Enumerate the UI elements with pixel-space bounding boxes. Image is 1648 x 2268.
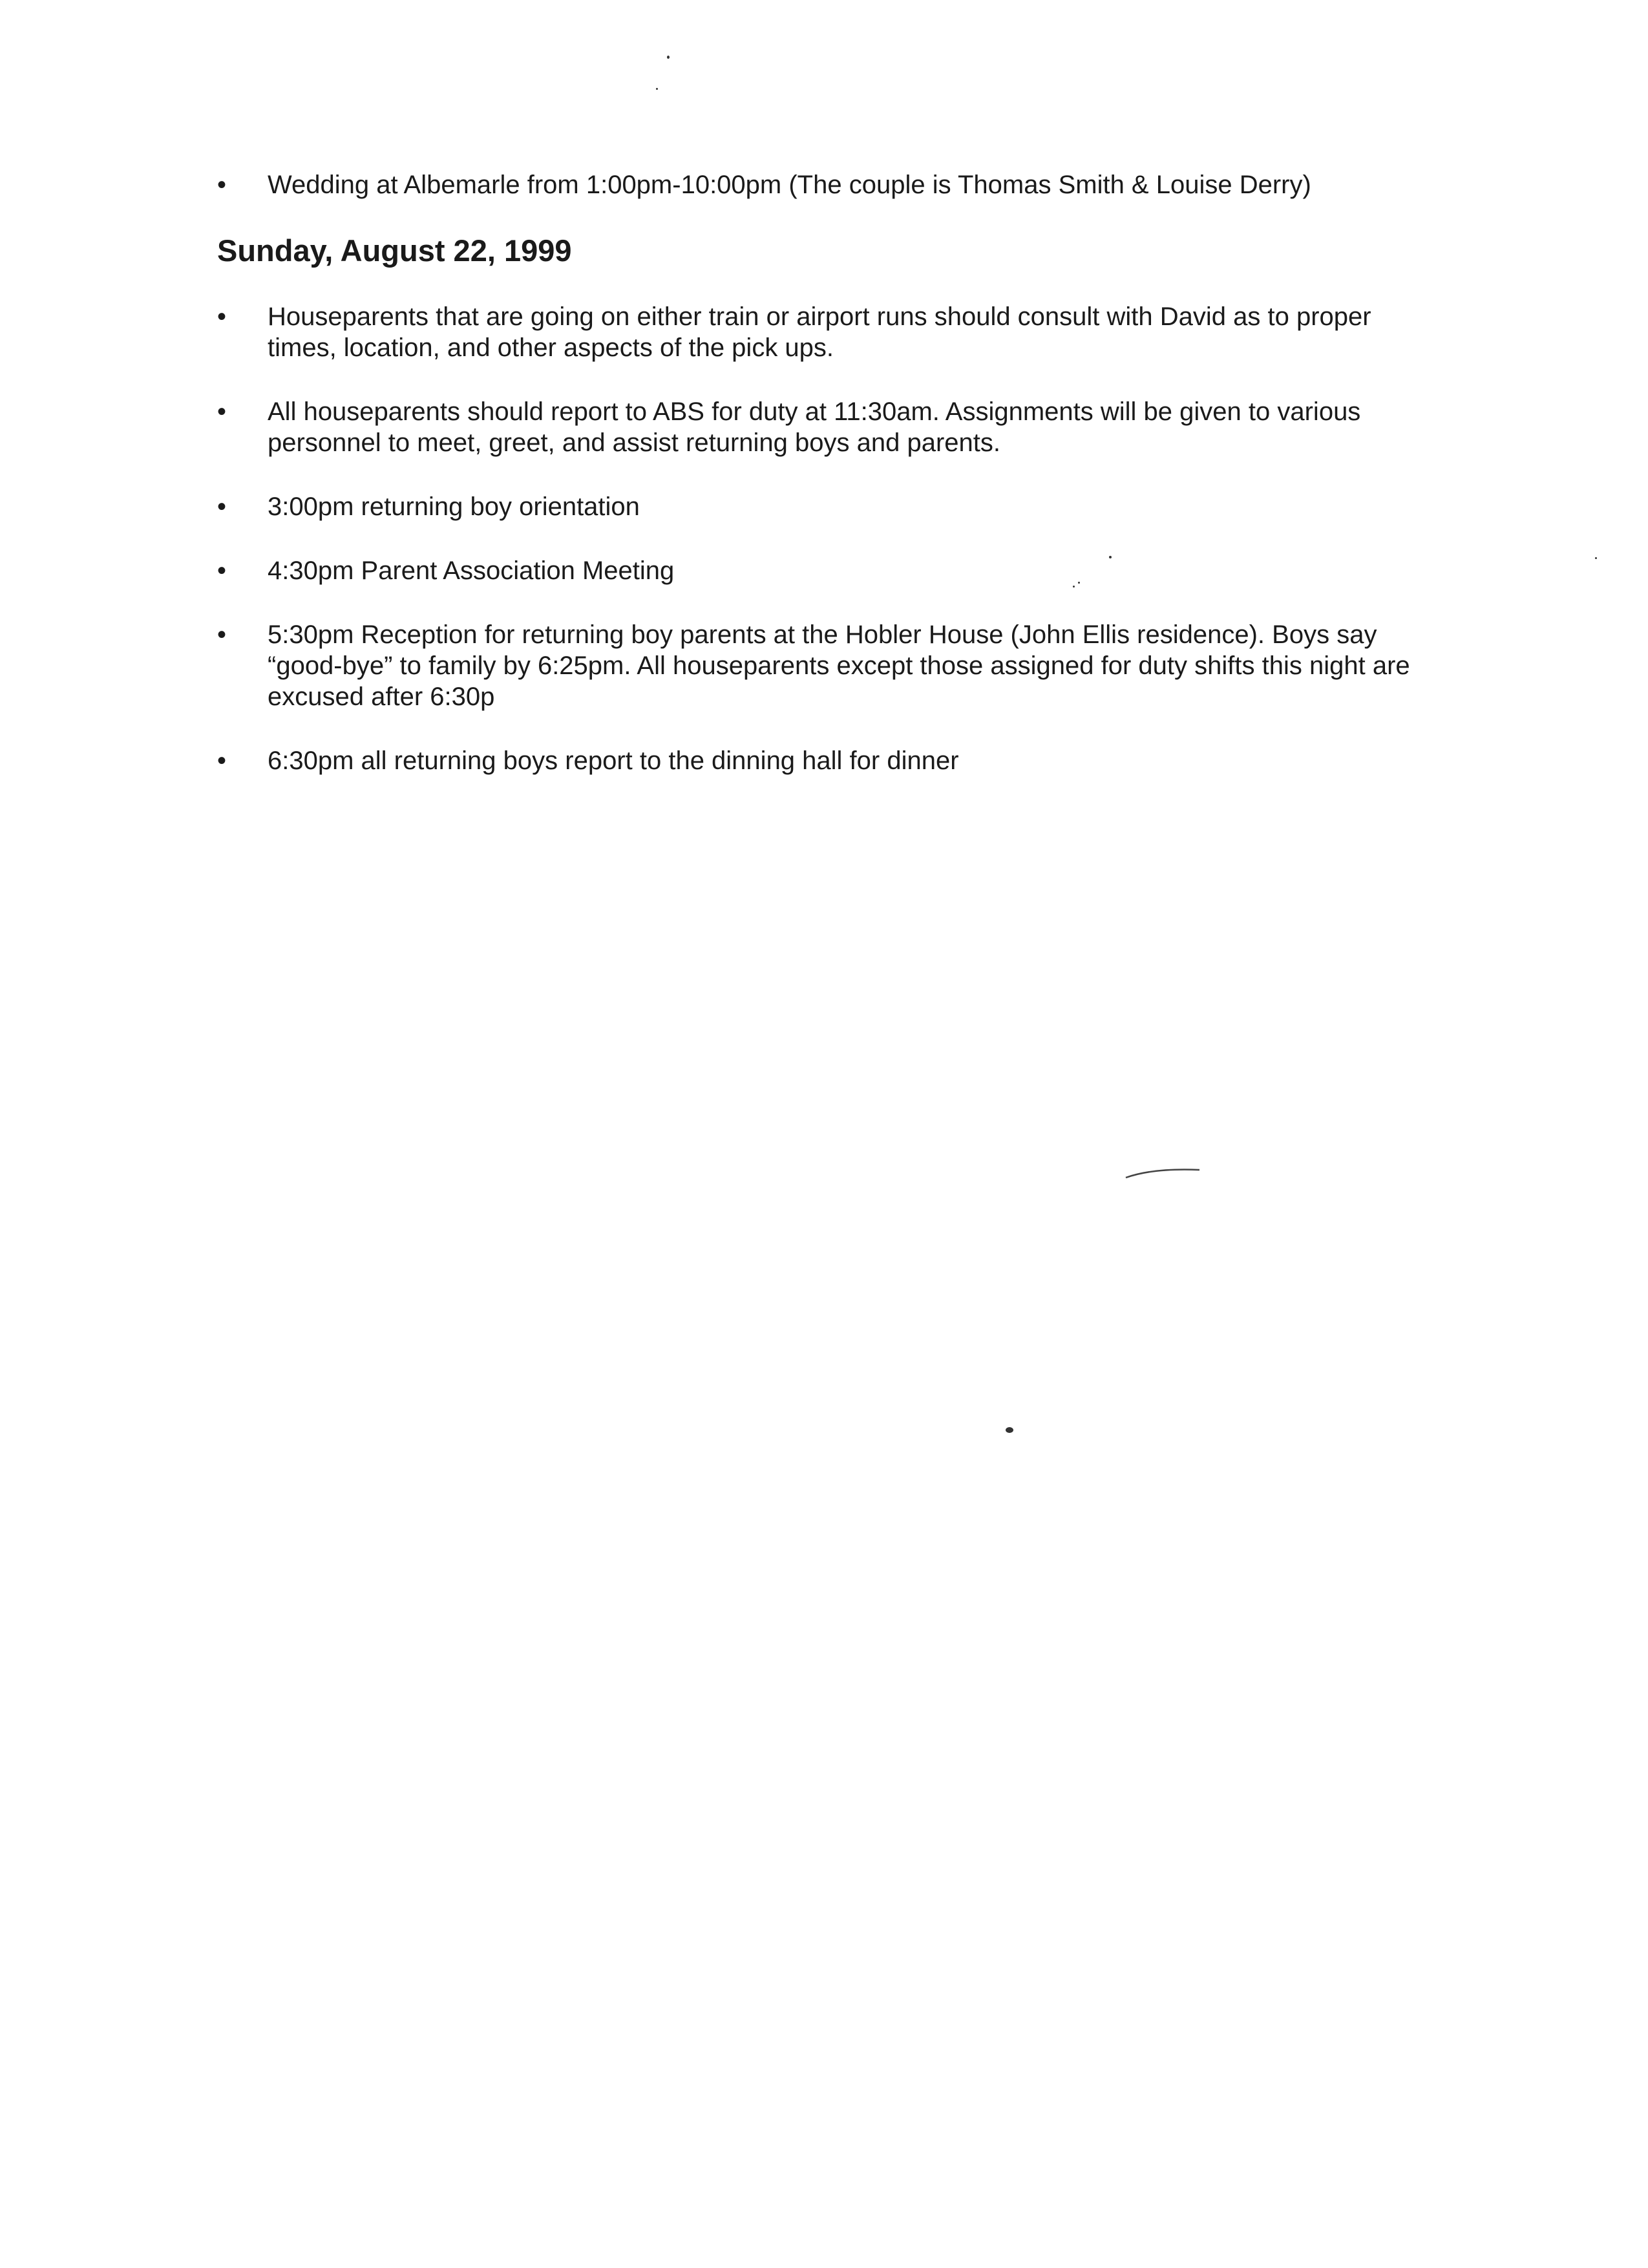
list-item: • 4:30pm Parent Association Meeting — [217, 555, 1419, 586]
list-item: • Wedding at Albemarle from 1:00pm-10:00pm (The couple is Thomas Smith & Louise Derry) — [217, 169, 1419, 200]
top-bullet-list — [217, 169, 1419, 200]
list-item: • 3:00pm returning boy orientation — [217, 491, 1419, 522]
section-bullet-list — [217, 301, 1419, 776]
scan-speck — [1595, 557, 1597, 559]
list-item: • All houseparents should report to ABS for duty at 11:30am. Assignments will be given to various personnel to meet, greet, and assist returning boys and parents. — [217, 396, 1419, 458]
scan-speck — [656, 88, 658, 90]
pen-stroke-mark — [1125, 1167, 1201, 1180]
document-body — [217, 169, 1419, 776]
list-item: • 5:30pm Reception for returning boy parents at the Hobler House (John Ellis residence). Boys say “good-bye” to family by 6:25pm. All houseparents except those assigned for duty shifts this night are excused after 6:30p — [217, 619, 1419, 712]
scan-speck — [667, 56, 670, 59]
scan-speck — [1006, 1427, 1013, 1433]
list-item: • Houseparents that are going on either train or airport runs should consult with David as to proper times, location, and other aspects of the pick ups. — [217, 301, 1419, 363]
section-heading: Sunday, August 22, 1999 — [217, 233, 572, 268]
list-item: • 6:30pm all returning boys report to the dinning hall for dinner — [217, 745, 1419, 776]
